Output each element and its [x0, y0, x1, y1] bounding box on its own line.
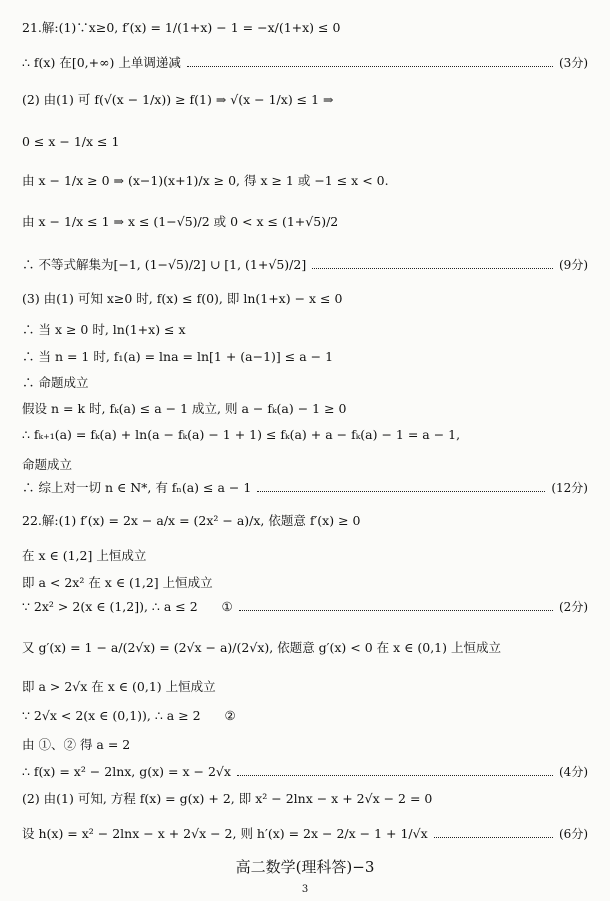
solution-line — [22, 575, 588, 591]
solution-text: ∴ 当 n = 1 时, f₁(a) = lna = ln[1 + (a−1)] ≤ a − 1 — [22, 349, 334, 364]
solution-text: ∵ 2x² > 2(x ∈ (1,2]), ∴ a ≤ 2 ① — [22, 599, 233, 614]
dotted-leader — [257, 491, 545, 492]
solution-text: ∴ fₖ₊₁(a) = fₖ(a) + ln(a − fₖ(a) − 1 + 1) ≤ fₖ(a) + a − fₖ(a) − 1 = a − 1, — [22, 427, 461, 442]
solution-line — [22, 375, 588, 391]
solution-line — [22, 457, 588, 473]
dotted-leader — [312, 268, 553, 269]
solution-line — [22, 826, 588, 842]
page-footer-title: 高二数学(理科答)−3 — [235, 858, 375, 876]
solution-text: 命题成立 — [22, 457, 73, 472]
solution-line — [22, 640, 588, 656]
solution-text: 由 x − 1/x ≤ 1 ⇒ x ≤ (1−√5)/2 或 0 < x ≤ (1+√5)/2 — [22, 214, 339, 229]
solution-text: 由 x − 1/x ≥ 0 ⇒ (x−1)(x+1)/x ≥ 0, 得 x ≥ 1 或 −1 ≤ x < 0. — [22, 173, 389, 188]
page-number: 3 — [301, 884, 309, 895]
dotted-leader — [237, 775, 553, 776]
dotted-leader — [187, 66, 553, 67]
solution-line — [22, 214, 588, 230]
solution-line — [22, 737, 588, 753]
solution-line — [22, 291, 588, 307]
solution-line — [22, 257, 588, 273]
solution-line — [22, 322, 588, 338]
score-mark: (12分) — [551, 481, 588, 495]
solution-text: (3) 由(1) 可知 x≥0 时, f(x) ≤ f(0), 即 ln(1+x) − x ≤ 0 — [22, 291, 343, 306]
solution-text: ∴ 当 x ≥ 0 时, ln(1+x) ≤ x — [22, 322, 186, 337]
solution-text: 即 a < 2x² 在 x ∈ (1,2] 上恒成立 — [22, 575, 213, 590]
solution-text: 假设 n = k 时, fₖ(a) ≤ a − 1 成立, 则 a − fₖ(a) − 1 ≥ 0 — [22, 401, 347, 416]
solution-line — [22, 679, 588, 695]
solution-text: ∴ f(x) 在[0,+∞) 上单调递减 — [22, 55, 181, 70]
score-mark: (9分) — [559, 258, 588, 272]
solution-line — [22, 92, 588, 108]
solution-text: 即 a > 2√x 在 x ∈ (0,1) 上恒成立 — [22, 679, 216, 694]
score-mark: (6分) — [559, 827, 588, 841]
solution-line — [22, 708, 588, 724]
solution-text: 由 ①、② 得 a = 2 — [22, 737, 131, 752]
dotted-leader — [239, 610, 553, 611]
solution-text: 22.解:(1) f′(x) = 2x − a/x = (2x² − a)/x, 依题意 f′(x) ≥ 0 — [22, 513, 361, 528]
solution-text: ∴ f(x) = x² − 2lnx, g(x) = x − 2√x — [22, 764, 231, 779]
score-mark: (4分) — [559, 765, 588, 779]
solution-text: ∴ 命题成立 — [22, 375, 89, 390]
solution-text: ∴ 不等式解集为[−1, (1−√5)/2] ∪ [1, (1+√5)/2] — [22, 257, 307, 272]
solution-text: ∴ 综上对一切 n ∈ N*, 有 fₙ(a) ≤ a − 1 — [22, 480, 252, 495]
solution-text: 在 x ∈ (1,2] 上恒成立 — [22, 548, 147, 563]
solution-line — [22, 427, 588, 443]
solution-text: (2) 由(1) 可知, 方程 f(x) = g(x) + 2, 即 x² − 2lnx − x + 2√x − 2 = 0 — [22, 791, 433, 806]
solution-line — [22, 401, 588, 417]
score-mark: (2分) — [559, 600, 588, 614]
solution-line — [22, 480, 588, 496]
solution-text: 21.解:(1)∵x≥0, f′(x) = 1/(1+x) − 1 = −x/(1+x) ≤ 0 — [22, 20, 341, 35]
solution-line — [22, 349, 588, 365]
solution-text: (2) 由(1) 可 f(√(x − 1/x)) ≥ f(1) ⇒ √(x − 1/x) ≤ 1 ⇒ — [22, 92, 334, 107]
solution-line — [22, 599, 588, 615]
score-mark: (3分) — [559, 56, 588, 70]
solution-line — [22, 791, 588, 807]
solution-text: 0 ≤ x − 1/x ≤ 1 — [22, 134, 120, 149]
solution-text: 又 g′(x) = 1 − a/(2√x) = (2√x − a)/(2√x), 依题意 g′(x) < 0 在 x ∈ (0,1) 上恒成立 — [22, 640, 501, 655]
solution-line — [22, 548, 588, 564]
solution-text: ∵ 2√x < 2(x ∈ (0,1)), ∴ a ≥ 2 ② — [22, 708, 236, 723]
dotted-leader — [434, 837, 553, 838]
solution-line — [22, 20, 588, 36]
solution-text: 设 h(x) = x² − 2lnx − x + 2√x − 2, 则 h′(x) = 2x − 2/x − 1 + 1/√x — [22, 826, 428, 841]
solution-line — [22, 513, 588, 529]
solution-line — [22, 55, 588, 71]
solution-line — [22, 134, 588, 150]
solution-line — [22, 764, 588, 780]
solution-line — [22, 173, 588, 189]
